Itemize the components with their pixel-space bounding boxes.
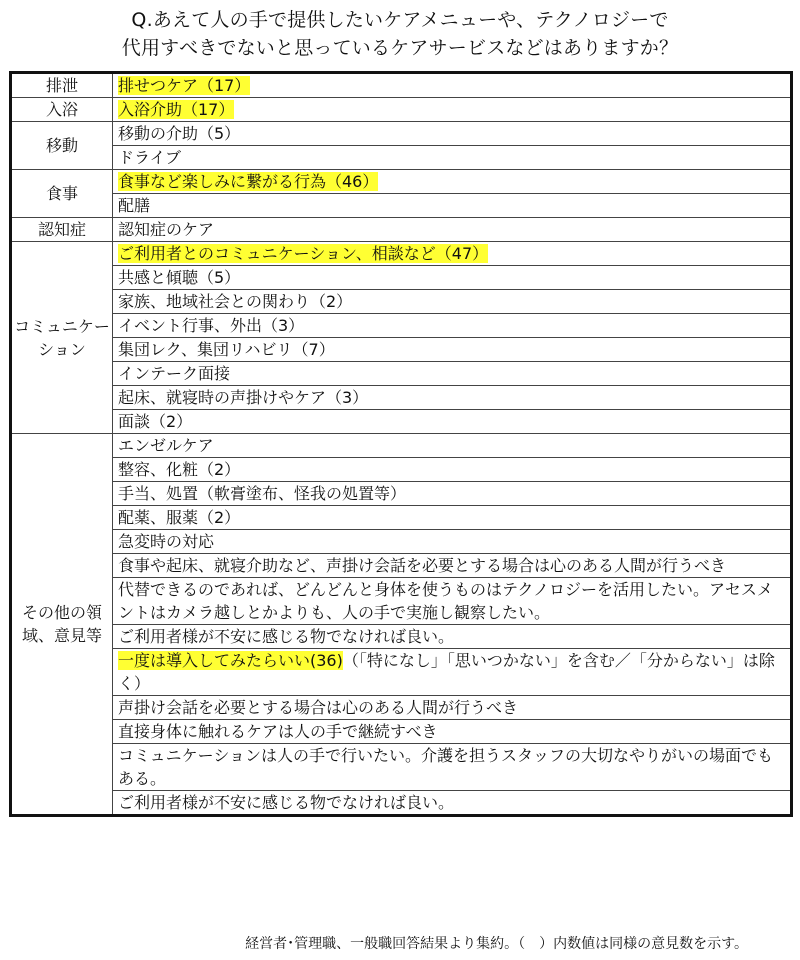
table-row xyxy=(11,791,792,816)
table-row xyxy=(11,649,792,696)
highlighted-item: 入浴介助（17） xyxy=(118,100,235,119)
table-row xyxy=(11,170,792,194)
care-item: ドライブ xyxy=(113,146,792,170)
care-item: 整容、化粧（2） xyxy=(113,458,792,482)
care-item: 共感と傾聴（5） xyxy=(113,266,792,290)
table-row xyxy=(11,744,792,791)
table-row xyxy=(11,73,792,98)
care-item: 集団レク、集団リハビリ（7） xyxy=(113,338,792,362)
care-item: 食事や起床、就寝介助など、声掛け会話を必要とする場合は心のある人間が行うべき xyxy=(113,554,792,578)
category-dementia: 認知症 xyxy=(11,218,113,242)
category-excretion: 排泄 xyxy=(11,73,113,98)
care-item: 認知症のケア xyxy=(113,218,792,242)
table-row xyxy=(11,338,792,362)
care-item: インテーク面接 xyxy=(113,362,792,386)
table-row xyxy=(11,290,792,314)
care-table xyxy=(9,71,793,817)
table-row xyxy=(11,194,792,218)
table-row xyxy=(11,362,792,386)
care-item xyxy=(113,170,792,194)
table-row xyxy=(11,482,792,506)
table-row xyxy=(11,314,792,338)
care-item: 急変時の対応 xyxy=(113,530,792,554)
category-meals: 食事 xyxy=(11,170,113,218)
table-row xyxy=(11,578,792,625)
care-item: 手当、処置（軟膏塗布、怪我の処置等） xyxy=(113,482,792,506)
care-item: イベント行事、外出（3） xyxy=(113,314,792,338)
care-item: 代替できるのであれば、どんどんと身体を使うものはテクノロジーを活用したい。アセスメントはカメラ越しとかよりも、人の手で実施し観察したい。 xyxy=(113,578,792,625)
category-other: その他の領域、意見等 xyxy=(11,434,113,816)
table-row xyxy=(11,146,792,170)
highlighted-item: 排せつケア（17） xyxy=(118,76,251,95)
care-item xyxy=(113,73,792,98)
care-item xyxy=(113,649,792,696)
care-item: 直接身体に触れるケアは人の手で継続すべき xyxy=(113,720,792,744)
table-row xyxy=(11,242,792,266)
category-communication: コミュニケーション xyxy=(11,242,113,434)
table-row xyxy=(11,266,792,290)
care-item: 起床、就寝時の声掛けやケア（3） xyxy=(113,386,792,410)
care-item: ご利用者様が不安に感じる物でなければ良い。 xyxy=(113,791,792,816)
care-item: 配薬、服薬（2） xyxy=(113,506,792,530)
care-item: エンゼルケア xyxy=(113,434,792,458)
care-item: 移動の介助（5） xyxy=(113,122,792,146)
highlighted-item: 食事など楽しみに繋がる行為（46） xyxy=(118,172,379,191)
table-row xyxy=(11,554,792,578)
care-item: 家族、地域社会との関わり（2） xyxy=(113,290,792,314)
question-line-2: 代用すべきでないと思っているケアサービスなどはありますか？ xyxy=(121,37,679,59)
care-item: コミュニケーションは人の手で行いたい。介護を担うスタッフの大切なやりがいの場面でもある。 xyxy=(113,744,792,791)
care-item: 面談（2） xyxy=(113,410,792,434)
table-row xyxy=(11,434,792,458)
care-item: ご利用者様が不安に感じる物でなければ良い。 xyxy=(113,625,792,649)
table-row xyxy=(11,122,792,146)
table-row xyxy=(11,625,792,649)
category-mobility: 移動 xyxy=(11,122,113,170)
table-row xyxy=(11,530,792,554)
highlighted-item: 一度は導入してみたらいい(36) xyxy=(118,651,343,670)
table-row xyxy=(11,410,792,434)
care-item xyxy=(113,98,792,122)
table-row xyxy=(11,720,792,744)
footnote: 経営者･管理職、一般職回答結果より集約。（ ）内数値は同様の意見数を示す。 xyxy=(245,936,748,952)
category-bathing: 入浴 xyxy=(11,98,113,122)
table-row xyxy=(11,218,792,242)
table-row xyxy=(11,458,792,482)
highlighted-item: ご利用者とのコミュニケーション、相談など（47） xyxy=(118,244,489,263)
table-row xyxy=(11,386,792,410)
item-note: （「特になし」「思いつかない」を含む／「分からない」は除く） xyxy=(118,651,775,693)
question-line-1: Q.あえて人の手で提供したいケアメニューや、テクノロジーで xyxy=(131,9,669,31)
table-row xyxy=(11,98,792,122)
table-row xyxy=(11,696,792,720)
care-item xyxy=(113,242,792,266)
care-item: 配膳 xyxy=(113,194,792,218)
table-row xyxy=(11,506,792,530)
question-title xyxy=(0,6,800,62)
care-item: 声掛け会話を必要とする場合は心のある人間が行うべき xyxy=(113,696,792,720)
